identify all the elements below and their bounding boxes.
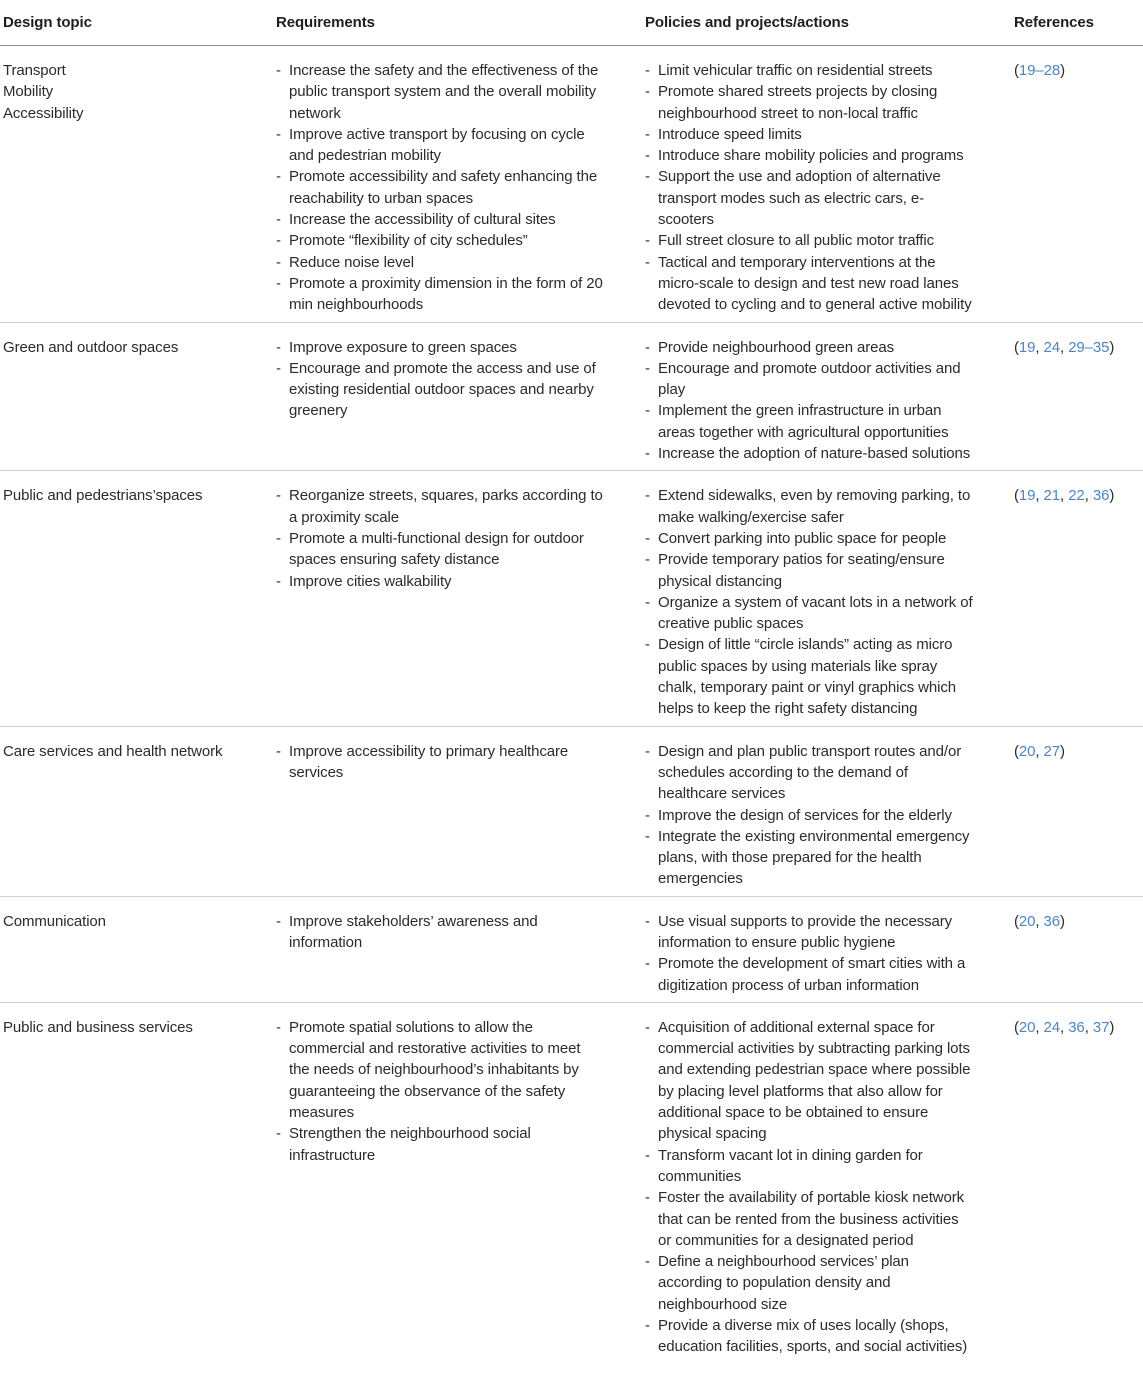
policies-cell <box>645 896 1014 1002</box>
references-cell: (19, 24, 29–35) <box>1014 322 1143 471</box>
table-body <box>0 46 1143 1364</box>
policy-item: - Increase the adoption of nature-based solutions <box>645 443 973 464</box>
policy-item: - Define a neighbourhood services’ plan according to population density and neighbourhood size <box>645 1251 973 1315</box>
requirement-item: - Reduce noise level <box>276 252 604 273</box>
policies-list <box>645 911 973 996</box>
design-topic-text: Care services and health network <box>3 742 223 760</box>
design-topic-text: Accessibility <box>3 104 84 122</box>
policy-item: - Organize a system of vacant lots in a network of creative public spaces <box>645 592 973 635</box>
references-cell: (20, 24, 36, 37) <box>1014 1018 1115 1036</box>
policies-list <box>645 337 973 465</box>
requirement-item: - Improve cities walkability <box>276 571 604 592</box>
requirement-item: - Promote a proximity dimension in the form of 20 min neighbourhoods <box>276 273 604 316</box>
policy-item: - Foster the availability of portable kiosk network that can be rented from the business activities or communities for a designated period <box>645 1187 973 1251</box>
reference-link[interactable]: 19–28 <box>1018 62 1061 79</box>
table-row <box>0 896 1143 1002</box>
requirements-cell <box>276 726 645 896</box>
references-cell: (19–28) <box>1014 46 1143 323</box>
requirements-cell <box>276 46 645 323</box>
reference-link[interactable]: 19 <box>1018 487 1036 505</box>
design-topic-text: Transport <box>3 62 66 79</box>
table-row <box>0 1002 1143 1363</box>
design-topic-cell <box>0 471 276 726</box>
references-cell: (20, 27) <box>1014 726 1143 896</box>
policy-item: - Design of little “circle islands” acting as micro public spaces by using materials like spray chalk, temporary paint or vinyl graphics which helps to keep the right safety distancing <box>645 634 973 719</box>
requirements-list <box>276 337 604 422</box>
reference-link[interactable]: 22 <box>1068 487 1085 505</box>
requirements-cell <box>276 471 645 726</box>
reference-link[interactable]: 20 <box>1018 742 1036 760</box>
design-topic-cell <box>0 726 276 896</box>
header-requirements: Requirements <box>276 0 645 46</box>
requirements-cell <box>276 322 645 471</box>
reference-link[interactable]: 36 <box>1043 912 1061 930</box>
design-topic-text: Communication <box>3 912 106 930</box>
references-cell: (19, 21, 22, 36) <box>1014 471 1143 726</box>
requirement-item: - Improve stakeholders’ awareness and information <box>276 911 604 954</box>
table-row <box>0 726 1143 896</box>
policies-list <box>645 485 973 719</box>
design-topic-cell <box>0 322 276 471</box>
reference-link[interactable]: 24 <box>1043 338 1061 356</box>
reference-link[interactable]: 36 <box>1092 487 1110 505</box>
policy-item: - Encourage and promote outdoor activities and play <box>645 358 973 401</box>
policy-item: - Provide temporary patios for seating/ensure physical distancing <box>645 549 973 592</box>
design-topic-text: Mobility <box>3 83 54 101</box>
table-row <box>0 471 1143 726</box>
table-row <box>0 46 1143 323</box>
design-topic-text: Public and business services <box>3 1018 193 1036</box>
policy-item: - Acquisition of additional external space for commercial activities by subtracting parking lots and extending pedestrian space where possible by placing level platforms that also allow for additional space to be obtained to ensure physical spacing <box>645 1017 973 1145</box>
requirements-list <box>276 911 604 954</box>
header-row <box>0 0 1143 46</box>
requirement-item: - Strengthen the neighbourhood social infrastructure <box>276 1123 604 1166</box>
policy-item: - Promote the development of smart cities with a digitization process of urban information <box>645 953 973 996</box>
header-references: References <box>1014 0 1143 46</box>
policy-item: - Provide neighbourhood green areas <box>645 337 973 358</box>
policy-item: - Introduce share mobility policies and programs <box>645 145 973 166</box>
design-topic-cell <box>0 46 276 323</box>
policy-item: - Transform vacant lot in dining garden for communities <box>645 1145 973 1188</box>
policy-item: - Improve the design of services for the elderly <box>645 805 973 826</box>
reference-link[interactable]: 20 <box>1018 1018 1036 1036</box>
policies-cell <box>645 1002 1014 1363</box>
requirement-item: - Increase the safety and the effectiveness of the public transport system and the overall mobility network <box>276 60 604 124</box>
policy-item: - Integrate the existing environmental emergency plans, with those prepared for the health emergencies <box>645 826 973 890</box>
requirement-item: - Reorganize streets, squares, parks according to a proximity scale <box>276 485 604 528</box>
policies-cell <box>645 471 1014 726</box>
policy-item: - Provide a diverse mix of uses locally (shops, education facilities, sports, and social activities) <box>645 1315 973 1358</box>
requirements-list <box>276 1017 604 1166</box>
reference-link[interactable]: 29–35 <box>1068 338 1110 356</box>
policy-item: - Introduce speed limits <box>645 124 973 145</box>
reference-link[interactable]: 27 <box>1043 742 1061 760</box>
design-topic-text: Green and outdoor spaces <box>3 338 179 356</box>
header-design-topic: Design topic <box>0 0 276 46</box>
design-topic-cell <box>0 1002 276 1363</box>
requirement-item: - Encourage and promote the access and use of existing residential outdoor spaces and nearby greenery <box>276 358 604 422</box>
policies-cell <box>645 46 1014 323</box>
policy-item: - Promote shared streets projects by closing neighbourhood street to non-local traffic <box>645 81 973 124</box>
requirement-item: - Improve exposure to green spaces <box>276 337 604 358</box>
policy-item: - Limit vehicular traffic on residential streets <box>645 60 973 81</box>
requirements-cell <box>276 1002 645 1363</box>
requirements-cell <box>276 896 645 1002</box>
requirement-item: - Improve active transport by focusing on cycle and pedestrian mobility <box>276 124 604 167</box>
design-topic-cell <box>0 896 276 1002</box>
policy-item: - Design and plan public transport routes and/or schedules according to the demand of healthcare services <box>645 741 973 805</box>
reference-link[interactable]: 24 <box>1043 1018 1061 1036</box>
policies-list <box>645 741 973 890</box>
reference-link[interactable]: 21 <box>1043 487 1061 505</box>
policies-cell <box>645 322 1014 471</box>
requirement-item: - Increase the accessibility of cultural sites <box>276 209 604 230</box>
policies-cell <box>645 726 1014 896</box>
reference-link[interactable]: 36 <box>1068 1018 1085 1036</box>
requirement-item: - Improve accessibility to primary healthcare services <box>276 741 604 784</box>
policy-item: - Implement the green infrastructure in urban areas together with agricultural opportunities <box>645 400 973 443</box>
requirement-item: - Promote spatial solutions to allow the commercial and restorative activities to meet the needs of neighbourhood’s inhabitants by guaranteeing the observance of the safety measures <box>276 1017 604 1123</box>
reference-link[interactable]: 19 <box>1018 338 1036 356</box>
policy-item: - Full street closure to all public motor traffic <box>645 230 973 251</box>
requirements-list <box>276 741 604 784</box>
header-policies: Policies and projects/actions <box>645 0 1014 46</box>
reference-link[interactable]: 37 <box>1092 1018 1110 1036</box>
policies-list <box>645 1017 973 1358</box>
requirements-list <box>276 485 604 591</box>
requirements-list <box>276 60 604 316</box>
requirement-item: - Promote a multi-functional design for outdoor spaces ensuring safety distance <box>276 528 604 571</box>
references-cell: (20, 36) <box>1014 896 1143 1002</box>
policies-list <box>645 60 973 316</box>
reference-link[interactable]: 20 <box>1018 912 1036 930</box>
requirement-item: - Promote “flexibility of city schedules” <box>276 230 604 251</box>
policy-item: - Support the use and adoption of alternative transport modes such as electric cars, e-scooters <box>645 166 973 230</box>
table-row <box>0 322 1143 471</box>
design-topic-text: Public and pedestrians’spaces <box>3 487 203 505</box>
policy-item: - Convert parking into public space for people <box>645 528 973 549</box>
policy-item: - Tactical and temporary interventions at the micro-scale to design and test new road lanes devoted to cycling and to general active mobility <box>645 252 973 316</box>
requirement-item: - Promote accessibility and safety enhancing the reachability to urban spaces <box>276 166 604 209</box>
policy-item: - Extend sidewalks, even by removing parking, to make walking/exercise safer <box>645 485 973 528</box>
policy-item: - Use visual supports to provide the necessary information to ensure public hygiene <box>645 911 973 954</box>
